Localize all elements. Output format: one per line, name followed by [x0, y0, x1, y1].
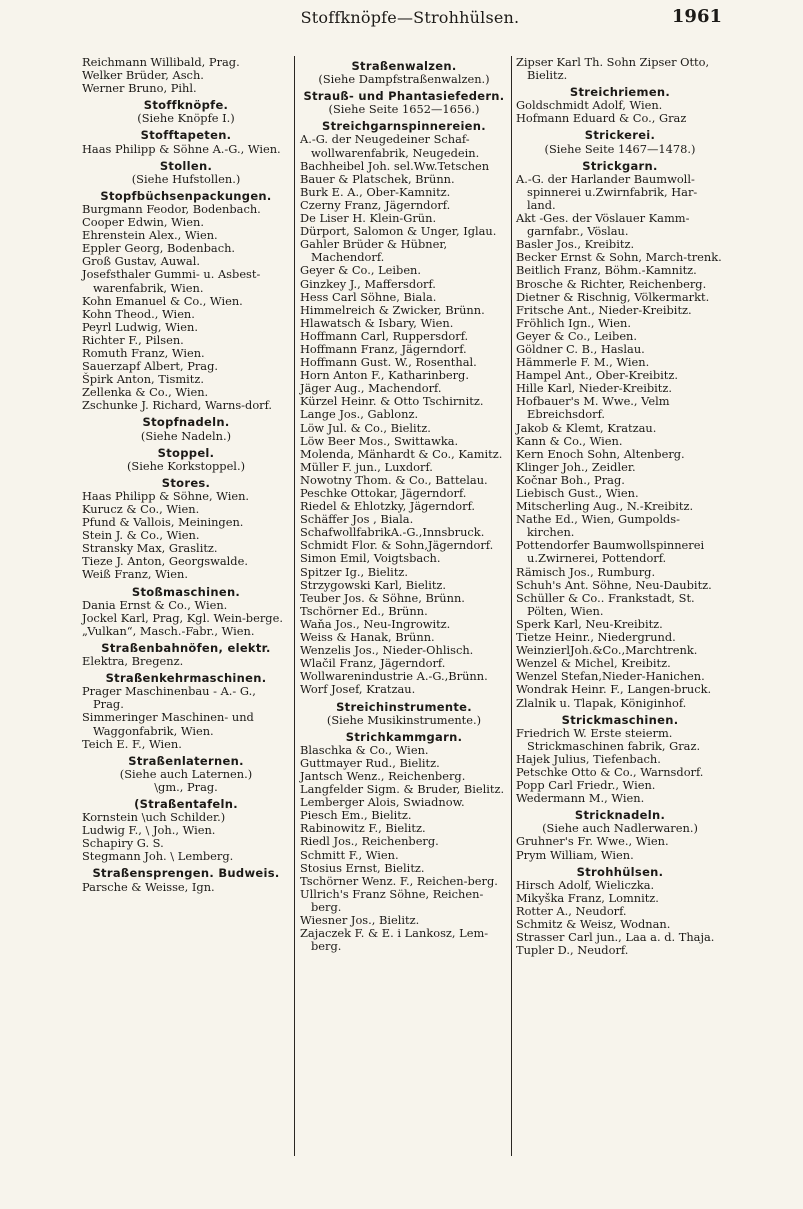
- directory-entry: Molenda, Mänhardt & Co., Kamitz.: [300, 446, 503, 461]
- directory-entry: Romuth Franz, Wien.: [82, 345, 205, 360]
- section-heading: Straßensprengen. Budweis.: [92, 866, 280, 881]
- section-heading: Stoßmaschinen.: [131, 584, 241, 599]
- directory-entry: Wlačil Franz, Jägerndorf.: [300, 656, 446, 671]
- section-heading: Streichriemen.: [569, 85, 671, 100]
- directory-entry: Wenzel & Michel, Kreibitz.: [516, 656, 671, 671]
- directory-entry: Schuh's Ant. Söhne, Neu-Daubitz.: [516, 577, 712, 592]
- page-number: 1961: [671, 6, 722, 27]
- directory-entry: Sperk Karl, Neu-Kreibitz.: [516, 616, 663, 631]
- directory-entry: Hämmerle F. M., Wien.: [516, 355, 650, 370]
- directory-entry: Geyer & Co., Leiben.: [516, 328, 638, 343]
- section-heading: Stofftapeten.: [140, 128, 232, 143]
- directory-entry: Stegmann Joh. \ Lemberg.: [82, 849, 234, 864]
- column-divider: [511, 56, 512, 1156]
- section-heading: Stoffknöpfe.: [143, 98, 229, 113]
- directory-entry: Hoffmann Gust. W., Rosenthal.: [300, 355, 477, 370]
- see-also-note: (Siehe Musikinstrumente.): [326, 712, 482, 727]
- directory-entry: Rämisch Jos., Rumburg.: [516, 564, 656, 579]
- directory-entry: Cooper Edwin, Wien.: [82, 215, 204, 230]
- directory-entry: Werner Bruno, Pihl.: [82, 81, 197, 96]
- directory-entry: Peschke Ottokar, Jägerndorf.: [300, 486, 467, 500]
- directory-entry: Kürzel Heinr. & Otto Tschirnitz.: [300, 394, 484, 409]
- directory-entry: Kann & Co., Wien.: [516, 433, 623, 448]
- directory-entry: Gahler Brüder & Hübner, Machendorf.: [300, 237, 448, 265]
- directory-entry: Stein J. & Co., Wien.: [82, 528, 200, 543]
- directory-entry: Hirsch Adolf, Wieliczka.: [516, 877, 655, 892]
- directory-entry: Horn Anton F., Katharinberg.: [300, 368, 469, 383]
- see-also-note: (Siehe Nadeln.): [140, 428, 232, 443]
- section-heading: Straßenwalzen.: [351, 59, 457, 73]
- directory-entry: Pfund & Vallois, Meiningen.: [82, 515, 244, 530]
- directory-entry: Riedl Jos., Reichenberg.: [300, 834, 439, 849]
- directory-entry: Hofbauer's M. Wwe., Velm Ebreichsdorf.: [516, 394, 670, 422]
- directory-entry: Špirk Anton, Tismitz.: [82, 372, 205, 387]
- directory-entry: Haas Philipp & Söhne A.-G., Wien.: [82, 141, 281, 156]
- section-heading: Strichkammgarn.: [345, 729, 463, 744]
- section-heading: Strauß- und Phantasiefedern.: [303, 89, 505, 104]
- directory-entry: Teich E. F., Wien.: [82, 736, 182, 751]
- directory-entry: Guttmayer Rud., Bielitz.: [300, 755, 440, 770]
- directory-entry: Teuber Jos. & Söhne, Brünn.: [300, 590, 465, 605]
- directory-entry: Lemberger Alois, Swiadnow.: [300, 795, 465, 810]
- directory-entry: Schmitt F., Wien.: [300, 847, 399, 862]
- directory-entry: Eppler Georg, Bodenbach.: [82, 241, 236, 256]
- directory-entry: Hampel Ant., Ober-Kreibitz.: [516, 368, 678, 383]
- directory-entry: Friedrich W. Erste steierm. Strickmaschinen fabrik, Graz.: [516, 725, 701, 753]
- section-heading: Straßenlaternen.: [128, 753, 244, 768]
- directory-entry: Rotter A., Neudorf.: [516, 903, 627, 918]
- directory-entry: Jantsch Wenz., Reichenberg.: [300, 768, 466, 783]
- directory-entry: Ludwig F., \ Joh., Wien.: [82, 823, 216, 838]
- column-3: [516, 56, 724, 957]
- directory-entry: SchafwollfabrikA.-G.,Innsbruck.: [300, 525, 485, 540]
- directory-entry: Zipser Karl Th. Sohn Zipser Otto, Bielitz.: [516, 55, 710, 83]
- page-header: [90, 4, 730, 34]
- directory-entry: Spitzer Ig., Bielitz.: [300, 564, 409, 579]
- directory-entry: Prym William, Wien.: [516, 847, 634, 862]
- section-heading: Strickmaschinen.: [561, 712, 679, 727]
- section-heading: Strickgarn.: [582, 158, 658, 173]
- directory-entry: Wedermann M., Wien.: [516, 791, 645, 806]
- directory-entry: Schüller & Co.. Frankstadt, St. Pölten, Wien.: [516, 590, 695, 618]
- directory-entry: Weiß Franz, Wien.: [82, 567, 188, 582]
- directory-entry: Schapiry G. S.: [82, 836, 164, 851]
- directory-entry: Kohn Emanuel & Co., Wien.: [82, 293, 243, 308]
- directory-entry: Hajek Julius, Tiefenbach.: [516, 751, 661, 766]
- directory-entry: WeinzierlJoh.&Co.,Marchtrenk.: [516, 643, 698, 658]
- directory-entry: Weiss & Hanak, Brünn.: [300, 630, 435, 645]
- directory-entry: Blaschka & Co., Wien.: [300, 742, 429, 757]
- see-also-note: \gm., Prag.: [154, 779, 218, 794]
- page-title: Stoffknöpfe—Strohhülsen.: [300, 8, 520, 27]
- directory-entry: Jockel Karl, Prag, Kgl. Wein-berge.: [82, 610, 283, 625]
- directory-entry: Strasser Carl jun., Laa a. d. Thaja.: [516, 930, 715, 945]
- directory-entry: „Vulkan“, Masch.-Fabr., Wien.: [82, 623, 255, 638]
- see-also-note: (Siehe Knöpfe I.): [137, 111, 235, 126]
- section-heading: Strickerei.: [584, 128, 656, 143]
- directory-entry: Wenzelis Jos., Nieder-Ohlisch.: [300, 643, 474, 658]
- directory-entry: Jakob & Klemt, Kratzau.: [516, 420, 657, 435]
- directory-entry: Becker Ernst & Sohn, March-trenk.: [516, 250, 722, 265]
- directory-entry: Simmeringer Maschinen- und Waggonfabrik, Wien.: [82, 710, 254, 738]
- section-heading: Stopfbüchsenpackungen.: [100, 188, 272, 203]
- directory-entry: Wenzel Stefan,Nieder-Hanichen.: [516, 669, 705, 684]
- directory-entry: Zellenka & Co., Wien.: [82, 385, 209, 400]
- directory-entry: Rabinowitz F., Bielitz.: [300, 821, 426, 836]
- directory-entry: Klinger Joh., Zeidler.: [516, 459, 636, 474]
- section-heading: Stollen.: [159, 158, 213, 173]
- directory-entry: Schmitz & Weisz, Wodnan.: [516, 917, 671, 931]
- directory-entry: Jäger Aug., Machendorf.: [300, 381, 442, 396]
- directory-entry: Hoffmann Carl, Ruppersdorf.: [300, 328, 469, 343]
- directory-entry: Fröhlich Ign., Wien.: [516, 315, 632, 330]
- directory-entry: Stransky Max, Graslitz.: [82, 541, 218, 556]
- directory-entry: Mitscherling Aug., N.-Kreibitz.: [516, 499, 694, 514]
- directory-entry: Langfelder Sigm. & Bruder, Bielitz.: [300, 782, 505, 797]
- section-heading: Streichgarnspinnereien.: [322, 119, 486, 134]
- directory-entry: Göldner C. B., Haslau.: [516, 341, 645, 356]
- see-also-note: (Siehe Seite 1467—1478.): [544, 141, 696, 156]
- directory-entry: Bachheibel Joh. sel.Ww.Tetschen: [300, 158, 490, 173]
- directory-entry: Hoffmann Franz, Jägerndorf.: [300, 341, 467, 356]
- directory-entry: Tupler D., Neudorf.: [516, 943, 629, 958]
- directory-entry: A.-G. der Neugedeiner Schaf-wollwarenfabrik, Neugedein.: [300, 132, 480, 160]
- section-heading: Stopfnadeln.: [142, 415, 230, 430]
- directory-entry: Mikyška Franz, Lomnitz.: [516, 890, 659, 905]
- directory-entry: De Liser H. Klein-Grün.: [300, 211, 437, 226]
- section-heading: Stoppel.: [157, 445, 215, 460]
- see-also-note: (Siehe Hufstollen.): [131, 171, 241, 186]
- directory-entry: Fritsche Ant., Nieder-Kreibitz.: [516, 302, 692, 317]
- directory-entry: Tschörner Ed., Brünn.: [300, 603, 428, 618]
- see-also-note: (Siehe Dampfstraßenwalzen.): [318, 72, 490, 87]
- directory-entry: Reichmann Willibald, Prag.: [82, 55, 240, 69]
- directory-entry: Burk E. A., Ober-Kamnitz.: [300, 184, 451, 199]
- section-heading: Stricknadeln.: [574, 808, 666, 823]
- directory-entry: Tietze Heinr., Niedergrund.: [516, 630, 676, 645]
- directory-entry: Stosius Ernst, Bielitz.: [300, 860, 425, 875]
- directory-entry: Goldschmidt Adolf, Wien.: [516, 98, 663, 113]
- section-heading: Straßenkehrmaschinen.: [105, 671, 267, 686]
- directory-entry: Wiesner Jos., Bielitz.: [300, 913, 420, 927]
- directory-entry: Josefsthaler Gummi- u. Asbest-warenfabrik, Wien.: [82, 267, 261, 295]
- directory-entry: Geyer & Co., Leiben.: [300, 263, 422, 278]
- directory-entry: Wondrak Heinr. F., Langen-bruck.: [516, 682, 712, 697]
- directory-entry: Nathe Ed., Wien, Gumpolds-kirchen.: [516, 512, 680, 540]
- directory-entry: Hille Karl, Nieder-Kreibitz.: [516, 381, 673, 396]
- directory-entry: Hlawatsch & Isbary, Wien.: [300, 315, 454, 330]
- section-heading: Streichinstrumente.: [336, 699, 472, 714]
- see-also-note: (Siehe auch Nadlerwaren.): [542, 821, 698, 836]
- directory-entry: Prager Maschinenbau - A.- G., Prag.: [82, 684, 256, 712]
- directory-entry: Müller F. jun., Luxdorf.: [300, 459, 433, 474]
- directory-entry: Dürport, Salomon & Unger, Iglau.: [300, 224, 497, 239]
- section-heading: Strohhülsen.: [576, 864, 664, 879]
- directory-entry: Gruhner's Fr. Wwe., Wien.: [516, 834, 669, 849]
- directory-entry: Kornstein \uch Schilder.): [82, 810, 226, 825]
- directory-entry: Riedel & Ehlotzky, Jägerndorf.: [300, 499, 476, 514]
- directory-entry: Waňa Jos., Neu-Ingrowitz.: [300, 616, 451, 631]
- column-2: [300, 56, 508, 953]
- directory-entry: Liebisch Gust., Wien.: [516, 486, 639, 500]
- directory-entry: Haas Philipp & Söhne, Wien.: [82, 488, 250, 503]
- section-heading: (Straßentafeln.: [134, 796, 238, 811]
- directory-entry: Welker Brüder, Asch.: [82, 68, 204, 83]
- directory-entry: Parsche & Weisse, Ign.: [82, 879, 215, 894]
- directory-entry: Kohn Theod., Wien.: [82, 306, 195, 321]
- directory-entry: Zschunke J. Richard, Warns-dorf.: [82, 398, 273, 413]
- directory-entry: Akt -Ges. der Vöslauer Kamm-garnfabr., Vöslau.: [516, 211, 690, 239]
- directory-entry: Schmidt Flor. & Sohn,Jägerndorf.: [300, 538, 494, 553]
- see-also-note: (Siehe Korkstoppel.): [126, 458, 246, 473]
- see-also-note: (Siehe auch Laternen.): [119, 766, 253, 781]
- directory-entry: Popp Carl Friedr., Wien.: [516, 778, 656, 793]
- section-heading: Straßenbahnöfen, elektr.: [101, 640, 271, 655]
- directory-entry: Himmelreich & Zwicker, Brünn.: [300, 302, 485, 317]
- directory-entry: Hess Carl Söhne, Biala.: [300, 289, 437, 304]
- directory-entry: Brosche & Richter, Reichenberg.: [516, 276, 707, 291]
- section-heading: Stores.: [161, 475, 211, 490]
- directory-entry: Burgmann Feodor, Bodenbach.: [82, 201, 261, 216]
- directory-entry: Bauer & Platschek, Brünn.: [300, 171, 455, 186]
- directory-entry: Kurucz & Co., Wien.: [82, 502, 200, 516]
- directory-entry: Schäffer Jos , Biala.: [300, 512, 414, 527]
- directory-entry: Strzygowski Karl, Bielitz.: [300, 577, 447, 592]
- directory-entry: Tschörner Wenz. F., Reichen-berg.: [300, 873, 498, 888]
- directory-entry: Petschke Otto & Co., Warnsdorf.: [516, 764, 704, 779]
- directory-entry: Elektra, Bregenz.: [82, 654, 184, 669]
- directory-entry: Simon Emil, Voigtsbach.: [300, 551, 441, 566]
- directory-entry: Tieze J. Anton, Georgswalde.: [82, 554, 248, 569]
- directory-entry: Ullrich's Franz Söhne, Reichen-berg.: [300, 886, 484, 914]
- directory-entry: Dietner & Rischnig, Völkermarkt.: [516, 289, 710, 304]
- directory-entry: Wollwarenindustrie A.-G.,Brünn.: [300, 669, 488, 684]
- directory-entry: Groß Gustav, Auwal.: [82, 254, 200, 269]
- see-also-note: (Siehe Seite 1652—1656.): [328, 102, 480, 117]
- directory-entry: Ginzkey J., Maffersdorf.: [300, 276, 436, 291]
- directory-entry: Czerny Franz, Jägerndorf.: [300, 197, 451, 212]
- column-divider: [294, 56, 295, 1156]
- directory-entry: Dania Ernst & Co., Wien.: [82, 597, 228, 612]
- directory-entry: Basler Jos., Kreibitz.: [516, 237, 635, 252]
- directory-entry: Zlalnik u. Tlapak, Königinhof.: [516, 695, 687, 710]
- directory-entry: Piesch Em., Bielitz.: [300, 808, 412, 823]
- directory-entry: Löw Beer Mos., Swittawka.: [300, 433, 459, 448]
- column-1: [82, 56, 290, 894]
- directory-entry: Kern Enoch Sohn, Altenberg.: [516, 446, 685, 461]
- directory-entry: Ehrenstein Alex., Wien.: [82, 228, 218, 243]
- directory-entry: Zajaczek F. & E. i Lankosz, Lem-berg.: [300, 926, 489, 954]
- directory-entry: Hofmann Eduard & Co., Graz: [516, 111, 687, 126]
- directory-entry: Richter F., Pilsen.: [82, 332, 184, 347]
- directory-entry: Kočnar Boh., Prag.: [516, 472, 625, 487]
- directory-entry: Worf Josef, Kratzau.: [300, 682, 416, 697]
- directory-entry: Peyrl Ludwig, Wien.: [82, 319, 199, 334]
- directory-entry: Nowotny Thom. & Co., Battelau.: [300, 472, 488, 487]
- directory-entry: Sauerzapf Albert, Prag.: [82, 359, 219, 374]
- directory-entry: A.-G. der Harlander Baumwoll-spinnerei u.Zwirnfabrik, Har-land.: [516, 171, 698, 212]
- directory-entry: Beitlich Franz, Böhm.-Kamnitz.: [516, 263, 697, 278]
- directory-entry: Pottendorfer Baumwollspinnerei u.Zwirnerei, Pottendorf.: [516, 538, 705, 566]
- directory-entry: Lange Jos., Gablonz.: [300, 407, 419, 422]
- directory-entry: Löw Jul. & Co., Bielitz.: [300, 420, 431, 435]
